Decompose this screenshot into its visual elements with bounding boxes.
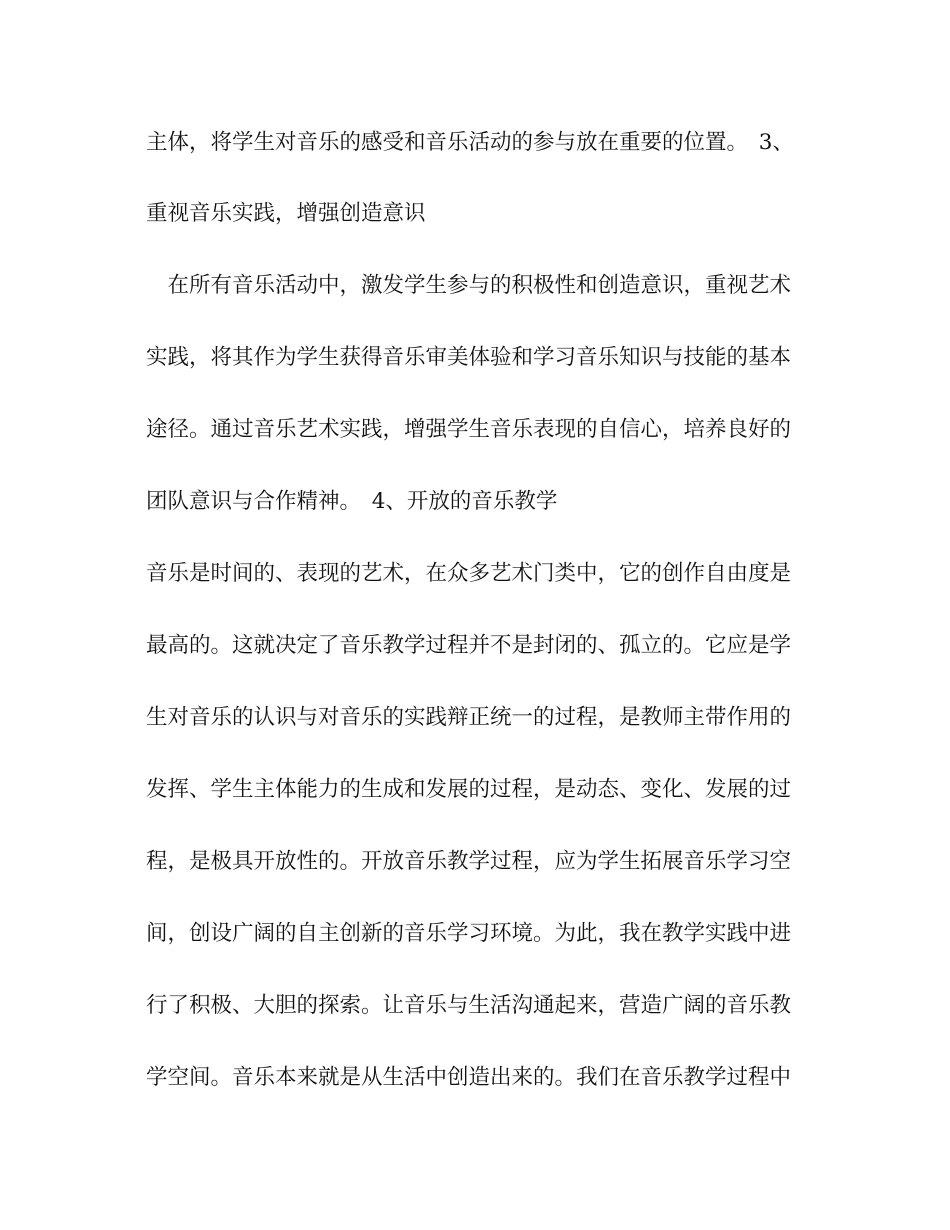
text-line: 最高的。这就决定了音乐教学过程并不是封闭的、孤立的。它应是学 (146, 633, 792, 658)
text-line: 生对音乐的认识与对音乐的实践辩正统一的过程，是教师主带作用的 (146, 705, 792, 730)
text-line: 重视音乐实践，增强创造意识 (146, 201, 426, 226)
text-line: 实践，将其作为学生获得音乐审美体验和学习音乐知识与技能的基本 (146, 345, 792, 370)
text-line: 音乐是时间的、表现的艺术，在众多艺术门类中，它的创作自由度是 (146, 561, 792, 586)
text-line: 途径。通过音乐艺术实践，增强学生音乐表现的自信心，培养良好的 (146, 417, 792, 442)
text-line: 行了积极、大胆的探索。让音乐与生活沟通起来，营造广阔的音乐教 (146, 993, 792, 1018)
text-line: 团队意识与合作精神。 4、开放的音乐教学 (146, 489, 558, 514)
text-line: 间，创设广阔的自主创新的音乐学习环境。为此，我在教学实践中进 (146, 921, 792, 946)
text-line: 主体，将学生对音乐的感受和音乐活动的参与放在重要的位置。 3、 (146, 130, 794, 155)
text-line: 发挥、学生主体能力的生成和发展的过程，是动态、变化、发展的过 (146, 777, 792, 802)
text-line: 程，是极具开放性的。开放音乐教学过程，应为学生拓展音乐学习空 (146, 849, 792, 874)
text-line: 在所有音乐活动中，激发学生参与的积极性和创造意识，重视艺术 (146, 273, 792, 298)
text-line: 学空间。音乐本来就是从生活中创造出来的。我们在音乐教学过程中 (146, 1065, 792, 1090)
